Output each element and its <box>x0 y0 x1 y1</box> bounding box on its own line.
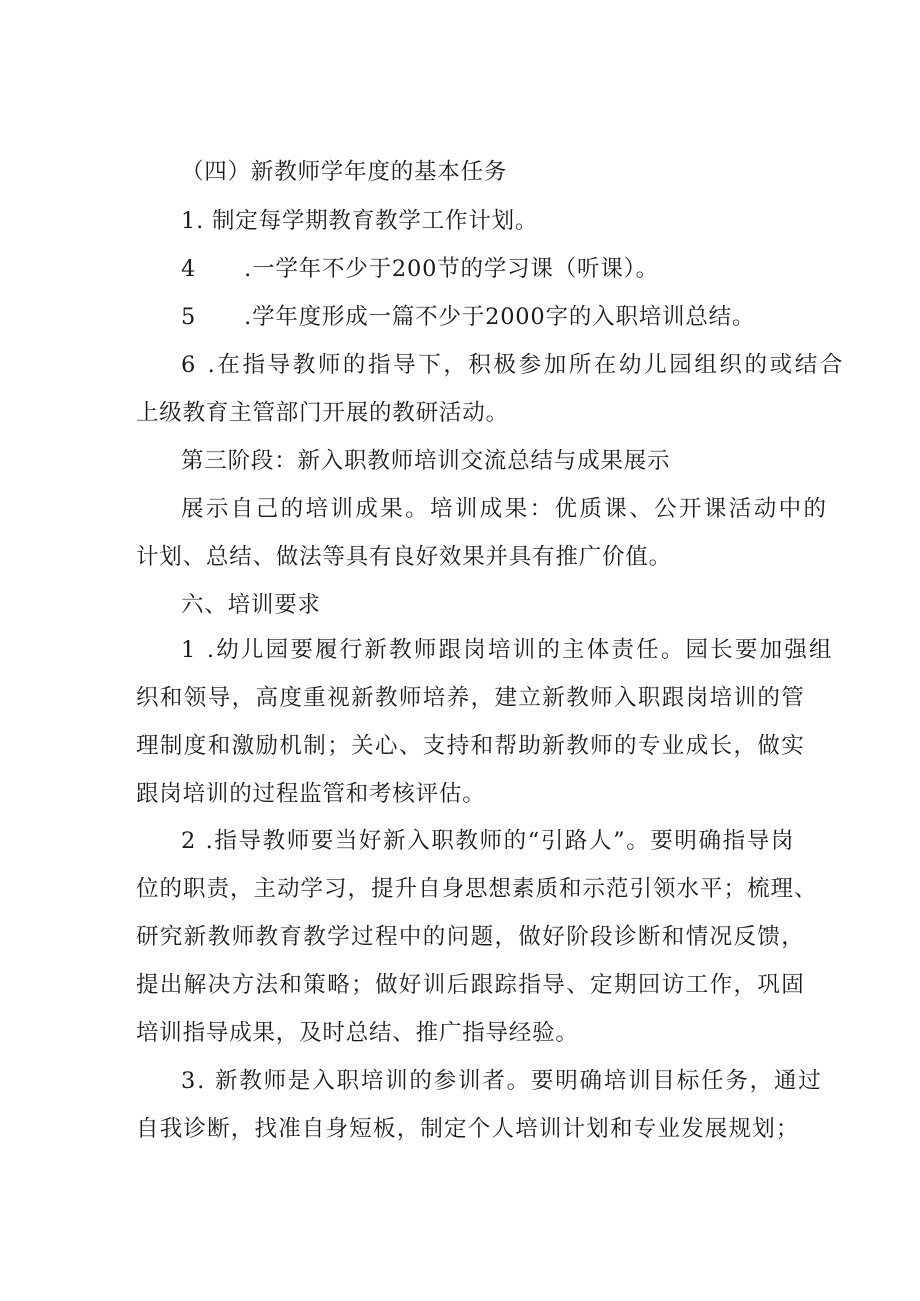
task-5 <box>181 302 841 332</box>
stage-three-line-2: 计划、总结、做法等具有良好效果并具有推广价值。 <box>136 544 672 570</box>
requirement-2-line-2: 位的职责，主动学习，提升自身思想素质和示范引领水平；梳理、 <box>136 876 818 902</box>
task-1: 1. 制定每学期教育教学工作计划。 <box>181 208 539 234</box>
requirement-3-line-1: 3. 新教师是入职培训的参训者。要明确培训目标任务，通过 <box>181 1068 823 1094</box>
requirement-1-line-2: 织和领导，高度重视新教师培养，建立新教师入职跟岗培训的管 <box>136 685 806 711</box>
task-6-line-2: 上级教育主管部门开展的教研活动。 <box>136 400 509 426</box>
requirement-2-line-4: 提出解决方法和策略；做好训后跟踪指导、定期回访工作，巩固 <box>136 972 806 998</box>
task-4-text: .一学年不少于200节的学习课（听课）。 <box>244 256 659 282</box>
requirement-1-line-3: 理制度和激励机制；关心、支持和帮助新教师的专业成长，做实 <box>136 733 806 759</box>
task-4 <box>181 254 841 284</box>
section-four-heading: （四）新教师学年度的基本任务 <box>181 159 508 185</box>
stage-three-heading: 第三阶段：新入职教师培训交流总结与成果展示 <box>181 448 671 474</box>
task-5-text: .学年度形成一篇不少于2000字的入职培训总结。 <box>244 304 756 330</box>
task-4-number: 4 <box>181 256 197 282</box>
stage-three-line-1: 展示自己的培训成果。培训成果：优质课、公开课活动中的 <box>181 496 829 522</box>
requirement-1-line-1: 1 .幼儿园要履行新教师跟岗培训的主体责任。园长要加强组 <box>181 637 834 663</box>
requirement-1-line-4: 跟岗培训的过程监管和考核评估。 <box>136 781 486 807</box>
requirement-2-line-5: 培训指导成果，及时总结、推广指导经验。 <box>136 1020 579 1046</box>
requirement-2-line-1: 2 .指导教师要当好新入职教师的“引路人”。要明确指导岗 <box>181 828 795 854</box>
requirement-3-line-2: 自我诊断，找准自身短板，制定个人培训计划和专业发展规划； <box>136 1116 800 1142</box>
task-6-line-1: 6 .在指导教师的指导下，积极参加所在幼儿园组织的或结合 <box>181 352 845 378</box>
task-5-number: 5 <box>181 304 197 330</box>
section-six-heading: 六、培训要求 <box>181 592 321 618</box>
requirement-2-line-3: 研究新教师教育教学过程中的问题，做好阶段诊断和情况反馈， <box>136 924 806 950</box>
